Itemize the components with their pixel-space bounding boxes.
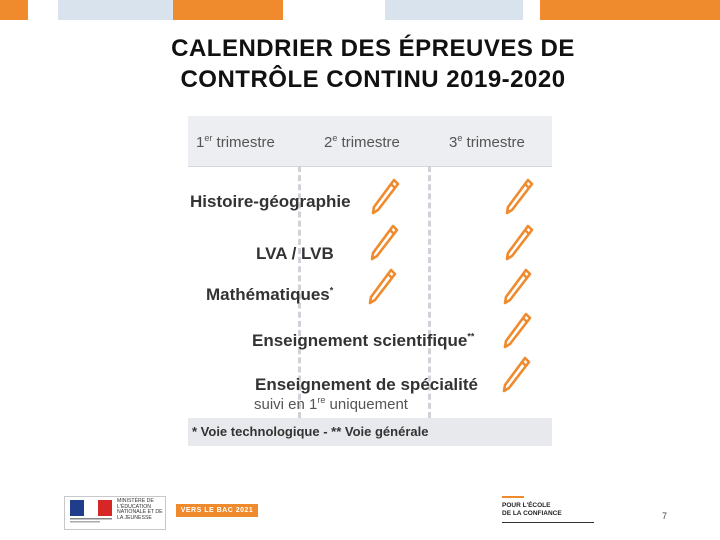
slide-title-line2: CONTRÔLE CONTINU 2019-2020	[180, 66, 566, 93]
page-number: 7	[662, 511, 668, 521]
top-bar-orange	[540, 0, 720, 20]
ecole-confiance-logo	[502, 496, 594, 524]
trimester-header	[188, 116, 552, 167]
slide-title-line1: CALENDRIER DES ÉPREUVES DE	[171, 35, 575, 62]
pencil-icon	[369, 222, 399, 262]
subject-mathematiques: Mathématiques*	[206, 285, 334, 304]
logo-accent-line	[502, 496, 524, 498]
subject-lva-lvb: LVA / LVB	[256, 244, 334, 263]
specialite-note: suivi en 1re uniquement	[254, 395, 408, 413]
trimester-2-label: 2e trimestre	[324, 133, 400, 151]
ecole-logo-text: POUR L'ÉCOLE DE LA CONFIANCE	[502, 502, 562, 517]
ministry-text: MINISTÈRE DE L'ÉDUCATION NATIONALE ET DE LA JEUNESSE	[117, 498, 163, 521]
pencil-icon	[504, 176, 534, 216]
subject-enseignement-scientifique: Enseignement scientifique**	[252, 331, 475, 350]
pencil-icon	[504, 222, 534, 262]
trimester-3-label: 3e trimestre	[449, 133, 525, 151]
subject-histoire-geographie: Histoire-géographie	[190, 192, 351, 211]
french-flag-icon	[70, 500, 112, 524]
pencil-icon	[367, 266, 397, 306]
logo-underline	[502, 522, 594, 523]
legend-bar	[188, 418, 552, 446]
calendar-infographic	[188, 116, 552, 446]
subject-enseignement-specialite: Enseignement de spécialité	[255, 375, 478, 394]
ministry-logo	[64, 496, 166, 530]
pencil-icon	[502, 266, 532, 306]
pencil-icon	[501, 354, 531, 394]
bac-2021-badge: VERS LE BAC 2021	[176, 504, 258, 517]
trimester-1-label: 1er trimestre	[196, 133, 275, 151]
pencil-icon	[502, 310, 532, 350]
top-bar-orange	[173, 0, 283, 20]
top-bar-orange	[0, 0, 28, 20]
legend-text: * Voie technologique - ** Voie générale	[192, 424, 429, 439]
top-bar-blue	[385, 0, 523, 20]
pencil-icon	[370, 176, 400, 216]
